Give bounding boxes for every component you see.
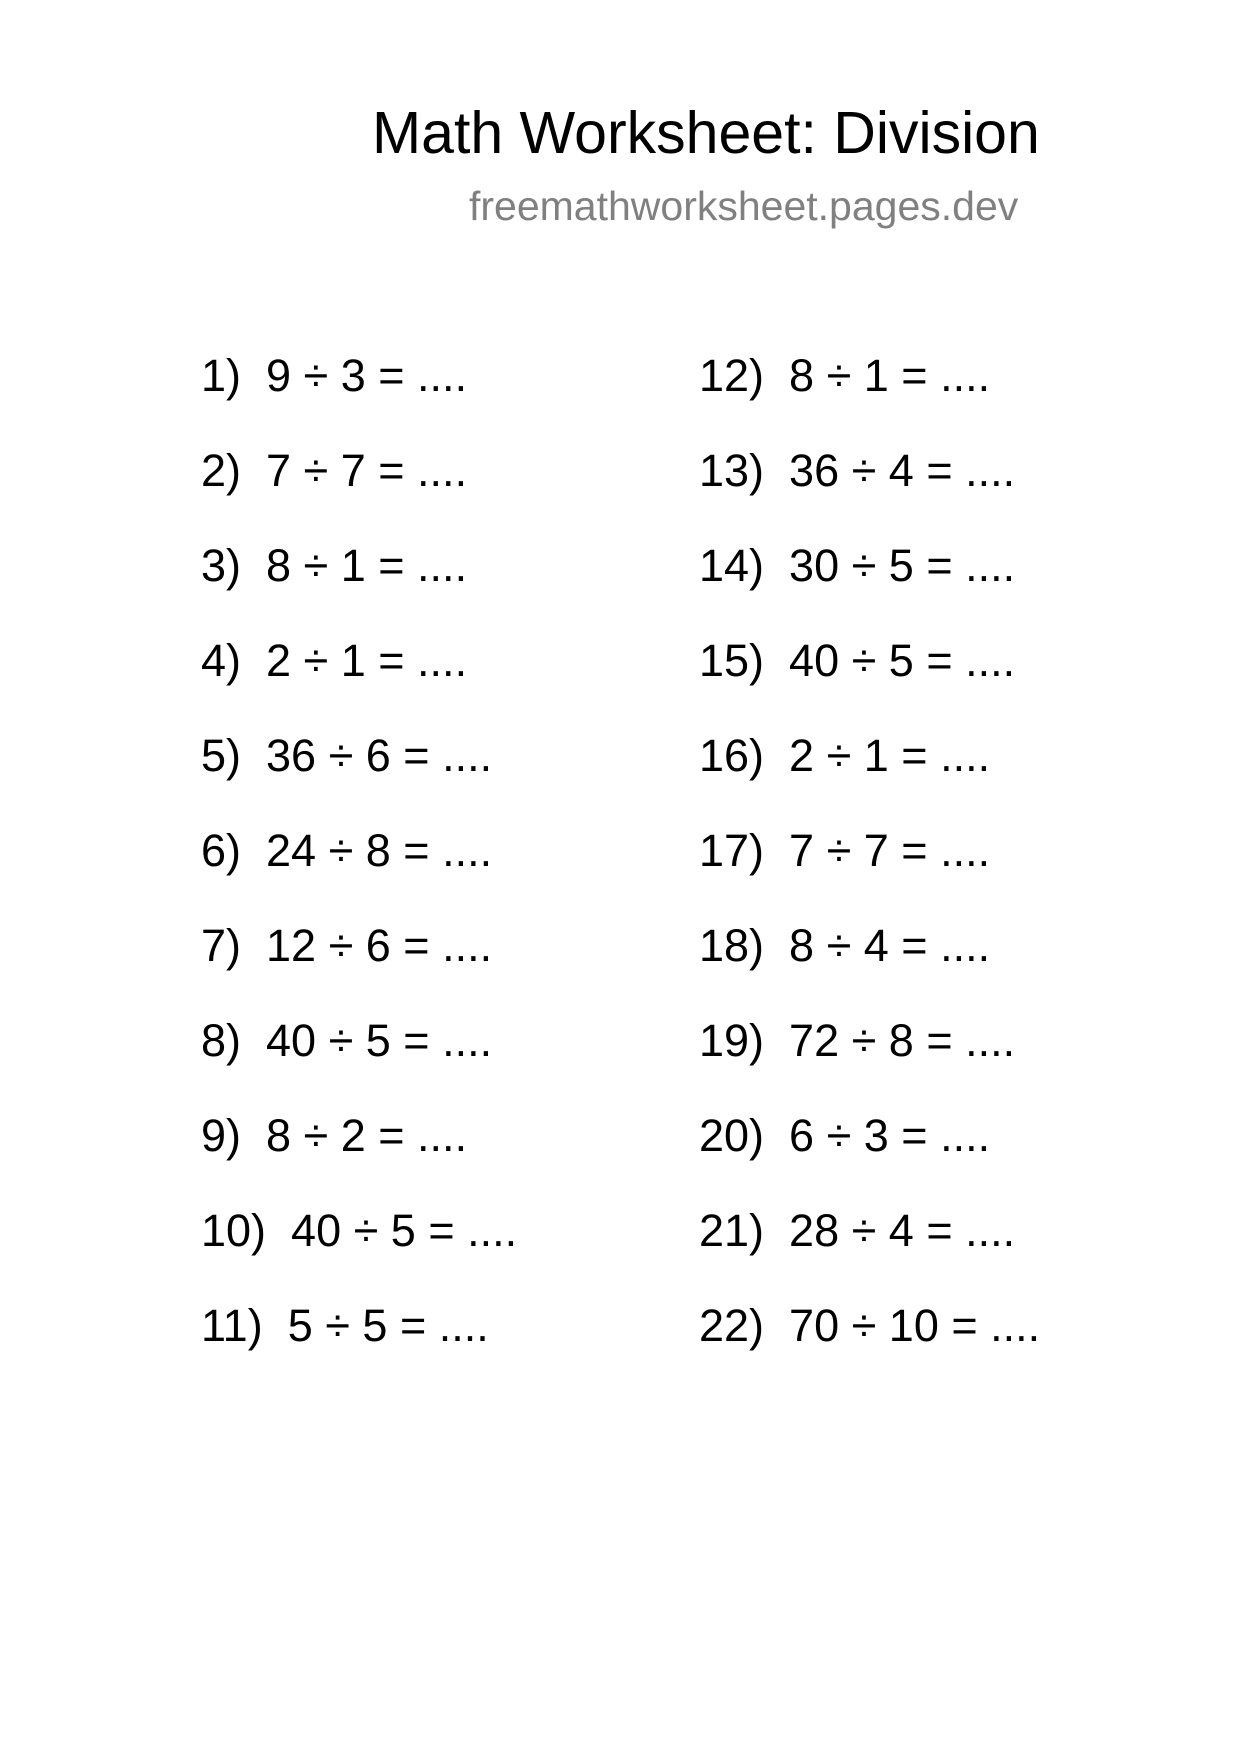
problem-item: 20) 6 ÷ 3 = .... — [699, 1110, 991, 1161]
problem-item: 11) 5 ÷ 5 = .... — [201, 1300, 489, 1351]
problem-item: 14) 30 ÷ 5 = .... — [699, 540, 1016, 591]
problem-item: 5) 36 ÷ 6 = .... — [201, 730, 493, 781]
problem-item: 17) 7 ÷ 7 = .... — [699, 825, 991, 876]
problem-item: 2) 7 ÷ 7 = .... — [201, 445, 468, 496]
problem-item: 13) 36 ÷ 4 = .... — [699, 445, 1016, 496]
problem-item: 8) 40 ÷ 5 = .... — [201, 1015, 493, 1066]
problem-column-right — [699, 346, 1040, 1391]
problem-item: 16) 2 ÷ 1 = .... — [699, 730, 991, 781]
problem-column-left — [201, 346, 517, 1391]
website-subtitle: freemathworksheet.pages.dev — [469, 183, 1019, 229]
problem-item: 3) 8 ÷ 1 = .... — [201, 540, 468, 591]
problem-item: 19) 72 ÷ 8 = .... — [699, 1015, 1016, 1066]
problem-item: 22) 70 ÷ 10 = .... — [699, 1300, 1041, 1351]
problem-item: 7) 12 ÷ 6 = .... — [201, 920, 493, 971]
problem-item: 10) 40 ÷ 5 = .... — [201, 1205, 518, 1256]
problem-item: 4) 2 ÷ 1 = .... — [201, 635, 468, 686]
worksheet-title: Math Worksheet: Division — [372, 100, 1040, 166]
problem-item: 21) 28 ÷ 4 = .... — [699, 1205, 1016, 1256]
problem-item: 18) 8 ÷ 4 = .... — [699, 920, 991, 971]
problem-item: 15) 40 ÷ 5 = .... — [699, 635, 1016, 686]
problem-item: 12) 8 ÷ 1 = .... — [699, 350, 991, 401]
problem-item: 1) 9 ÷ 3 = .... — [201, 350, 468, 401]
problem-item: 9) 8 ÷ 2 = .... — [201, 1110, 468, 1161]
problem-item: 6) 24 ÷ 8 = .... — [201, 825, 493, 876]
